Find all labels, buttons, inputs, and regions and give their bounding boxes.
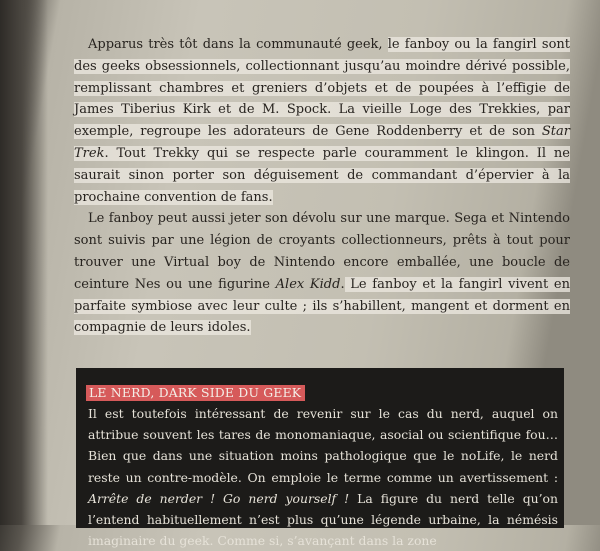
alex-kidd-title: Alex Kidd [275, 276, 341, 292]
paragraph-fanboy [74, 34, 570, 208]
book-gutter-shadow [0, 0, 48, 525]
paragraph-1-highlighted [74, 37, 570, 205]
article-text [74, 34, 570, 339]
paragraph-2-dot: . [340, 276, 345, 292]
paragraph-1-intro: Apparus très tôt dans la communauté geek, [88, 37, 388, 52]
paragraph-1-end: . Tout Trekky qui se respecte parle couramment le klingon. Il ne saurait sinon porter son déguisement de commandant d’épervier à la prochaine convention de fans. [74, 145, 570, 205]
paragraph-2-text: Le fanboy peut aussi jeter son dévolu sur une marque. Sega et Nintendo sont suivis par une légion de croyants collectionneurs, prêts à tout pour trouver une Virtual boy de Nintendo encore emballée, une boucle de ceinture Nes ou une figurine [74, 211, 570, 292]
box-body [88, 403, 558, 551]
box-body-text: Il est toutefois intéressant de revenir sur le cas du nerd, auquel on attribue souvent les tares de monomaniaque, asocial ou scientifique fou… Bien que dans une situation moins pathologique que le noLife, le nerd reste un contre-modèle. On emploie le terme comme un avertissement : [88, 406, 558, 485]
sidebar-box-nerd [76, 368, 564, 549]
box-title: LE NERD, DARK SIDE DU GEEK [86, 385, 305, 401]
box-quote: Arrête de nerder ! Go nerd yourself ! [88, 490, 350, 506]
paragraph-brands [74, 208, 570, 339]
star-trek-title: Star Trek [74, 124, 570, 161]
box-body-end: La figure du nerd telle qu’on l’entend habituellement n’est plus qu’une légende urbaine, la némésis imaginaire du geek. Comme si, s’avançant dans la zone [88, 490, 558, 549]
paragraph-2-highlighted: Le fanboy et la fangirl vivent en parfaite symbiose avec leur culte ; ils s’habillent, mangent et dorment en compagnie de leurs idoles. [74, 276, 570, 336]
paragraph-1-text: le fanboy ou la fangirl sont des geeks obsessionnels, collectionnant jusqu’au moindre dérivé possible, remplissant chambres et greniers d’objets et de poupées à l’effigie de James Tiberius Kirk et de M. Spock. La vieille Loge des Trekkies, par exemple, regroupe les adorateurs de Gene Roddenberry et de son [74, 37, 570, 140]
